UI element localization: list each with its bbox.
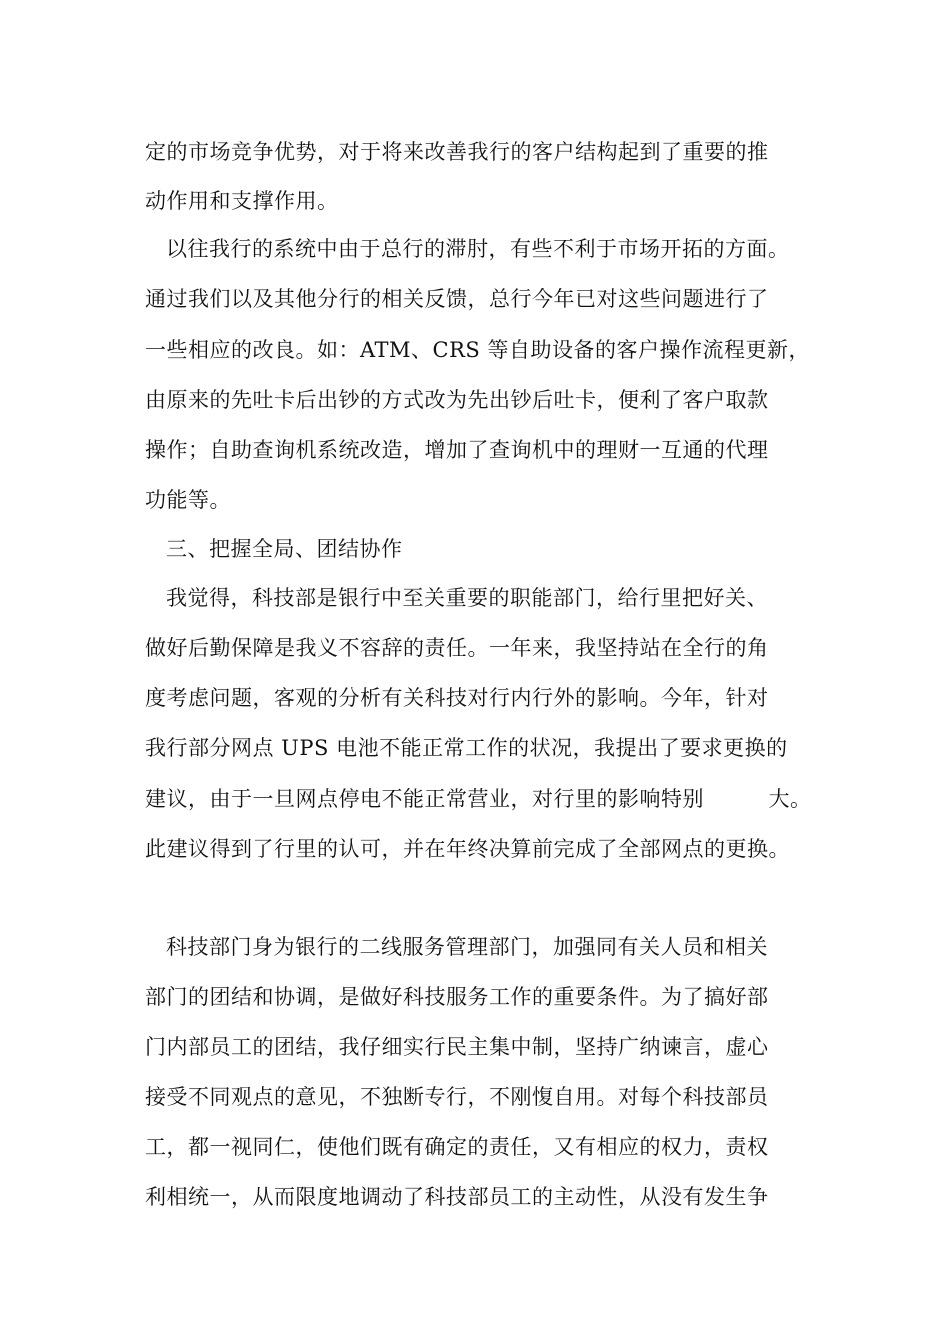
text-line-13: 我行部分网点 UPS 电池不能正常工作的状况，我提出了要求更换的 bbox=[145, 736, 788, 760]
text-line-11: 做好后勤保障是我义不容辞的责任。一年来，我坚持站在全行的角 bbox=[145, 636, 769, 660]
text-line-16: 科技部门身为银行的二线服务管理部门，加强同有关人员和相关 bbox=[166, 935, 768, 959]
text-line-3: 以往我行的系统中由于总行的滞肘，有些不利于市场开拓的方面。 bbox=[166, 237, 790, 261]
text-line-21: 利相统一，从而限度地调动了科技部员工的主动性，从没有发生争 bbox=[145, 1185, 769, 1209]
text-line-19: 接受不同观点的意见，不独断专行，不刚愎自用。对每个科技部员 bbox=[145, 1085, 769, 1109]
text-line-2: 动作用和支撑作用。 bbox=[145, 189, 339, 213]
text-line-18: 门内部员工的团结，我仔细实行民主集中制，坚持广纳谏言，虚心 bbox=[145, 1035, 769, 1059]
text-line-1: 定的市场竞争优势，对于将来改善我行的客户结构起到了重要的推 bbox=[145, 140, 769, 164]
text-line-8: 功能等。 bbox=[145, 488, 231, 512]
text-line-5: 一些相应的改良。如：ATM、CRS 等自助设备的客户操作流程更新， bbox=[145, 338, 810, 362]
text-line-10: 我觉得，科技部是银行中至关重要的职能部门，给行里把好关、 bbox=[166, 586, 768, 610]
text-line-14: 建议，由于一旦网点停电不能正常营业，对行里的影响特别 大。 bbox=[145, 787, 812, 811]
text-line-6: 由原来的先吐卡后出钞的方式改为先出钞后吐卡，便利了客户取款 bbox=[145, 388, 769, 412]
text-line-4: 通过我们以及其他分行的相关反馈，总行今年已对这些问题进行了 bbox=[145, 287, 769, 311]
section-heading: 三、把握全局、团结协作 bbox=[166, 537, 403, 561]
text-line-7: 操作；自助查询机系统改造，增加了查询机中的理财一互通的代理 bbox=[145, 438, 769, 462]
text-line-12: 度考虑问题，客观的分析有关科技对行内行外的影响。今年，针对 bbox=[145, 686, 769, 710]
text-line-20: 工，都一视同仁，使他们既有确定的责任，又有相应的权力，责权 bbox=[145, 1135, 769, 1159]
text-line-17: 部门的团结和协调，是做好科技服务工作的重要条件。为了搞好部 bbox=[145, 985, 769, 1009]
text-line-15: 此建议得到了行里的认可，并在年终决算前完成了全部网点的更换。 bbox=[145, 837, 790, 861]
